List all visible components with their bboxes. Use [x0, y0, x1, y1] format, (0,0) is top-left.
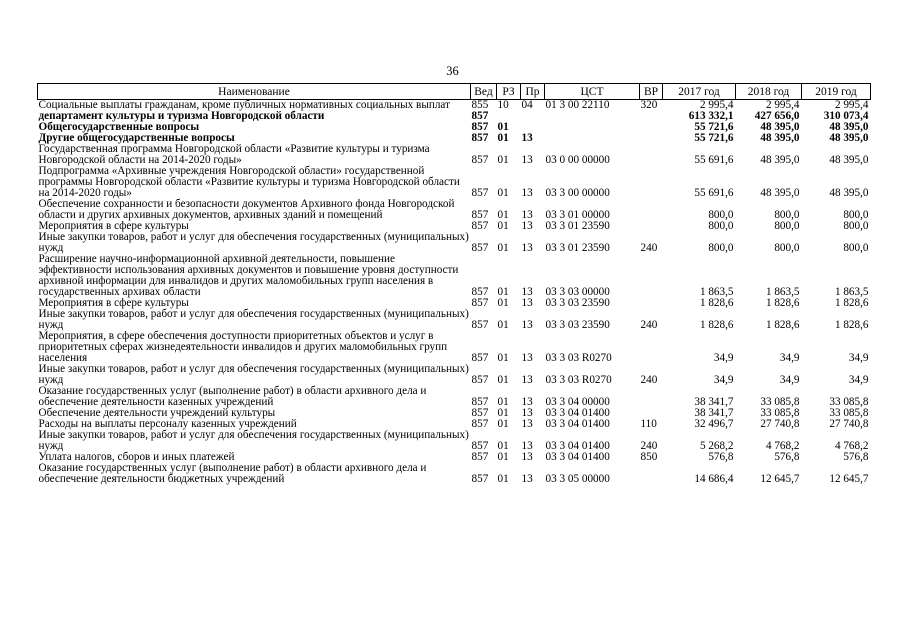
cell-cst: 03 3 04 00000 [545, 396, 610, 408]
cell-ved: 857 [471, 440, 489, 452]
cell-vr [640, 144, 663, 166]
cell-ved: 857 [471, 286, 489, 298]
cell-2019: 48 395,0 [829, 121, 869, 133]
cell-2018: 48 395,0 [760, 121, 800, 133]
cell-name: Социальные выплаты гражданам, кроме публичных нормативных социальных выплат [38, 99, 450, 111]
cell-name: Обеспечение деятельности учреждений культуры [38, 407, 276, 419]
table-row [38, 430, 871, 452]
budget-table [37, 83, 871, 485]
cell-2019: 800,0 [843, 220, 869, 232]
cell-cst [545, 133, 640, 144]
cell-pr: 13 [521, 297, 533, 309]
cell-name: Другие общегосударственные вопросы [38, 132, 235, 144]
cell-2017: 55 721,6 [694, 132, 734, 144]
cell-vr [640, 254, 663, 298]
cell-vr: 110 [640, 418, 657, 430]
cell-pr: 13 [521, 407, 533, 419]
cell-pr: 13 [521, 374, 533, 386]
cell-2018: 1 828,6 [765, 297, 800, 309]
cell-ved: 857 [471, 187, 489, 199]
cell-cst: 03 3 01 23590 [545, 220, 610, 232]
cell-name: Уплата налогов, сборов и иных платежей [38, 451, 235, 463]
cell-name: Мероприятия в сфере культуры [38, 297, 189, 309]
cell-ved: 857 [471, 132, 489, 144]
cell-2018: 34,9 [779, 374, 800, 386]
cell-2017: 576,8 [708, 451, 734, 463]
cell-rz: 01 [497, 220, 509, 232]
cell-vr [640, 331, 663, 364]
cell-pr: 13 [521, 440, 533, 452]
cell-vr: 240 [640, 319, 658, 331]
cell-cst: 03 3 04 01400 [545, 440, 610, 452]
cell-name: Мероприятия, в сфере обеспечения доступности приоритетных объектов и услуг в приоритетных сферах жизнедеятельности инвалидов и других маломобильных групп населения [38, 330, 448, 364]
cell-2017: 55 691,6 [694, 154, 734, 166]
table-body [38, 100, 871, 486]
cell-rz: 01 [497, 297, 509, 309]
cell-ved: 857 [471, 242, 489, 254]
cell-2017: 38 341,7 [694, 407, 734, 419]
cell-2018: 576,8 [774, 451, 800, 463]
cell-rz: 10 [497, 99, 509, 111]
cell-2019: 800,0 [843, 209, 869, 221]
cell-2018: 12 645,7 [760, 473, 800, 485]
cell-cst: 03 3 01 00000 [545, 209, 610, 221]
cell-pr [521, 111, 545, 122]
cell-rz: 01 [497, 121, 509, 133]
cell-name: Мероприятия в сфере культуры [38, 220, 189, 232]
cell-2017: 2 995,4 [699, 99, 734, 111]
cell-2017: 34,9 [713, 374, 734, 386]
cell-2019: 12 645,7 [829, 473, 869, 485]
cell-2018: 1 828,6 [765, 319, 800, 331]
cell-cst: 03 0 00 00000 [545, 154, 610, 166]
cell-pr: 04 [521, 99, 533, 111]
cell-vr [640, 386, 663, 408]
cell-2019: 48 395,0 [829, 154, 869, 166]
cell-cst: 03 3 03 R0270 [545, 374, 612, 386]
cell-2017: 34,9 [713, 352, 734, 364]
table-row [38, 166, 871, 199]
cell-2017: 1 828,6 [699, 319, 734, 331]
cell-pr: 13 [521, 396, 533, 408]
cell-2018: 48 395,0 [760, 132, 800, 144]
cell-vr: 240 [640, 440, 658, 452]
cell-vr [640, 221, 663, 232]
cell-2018: 27 740,8 [760, 418, 800, 430]
cell-vr [640, 133, 663, 144]
cell-2017: 800,0 [708, 242, 734, 254]
cell-2018: 33 085,8 [760, 396, 800, 408]
cell-rz: 01 [497, 407, 509, 419]
cell-name: Общегосударственные вопросы [38, 121, 200, 133]
cell-name: Расширение научно-информационной архивной деятельности, повышение эффективности использования архивных документов и повышение уровня доступности архивной информации для инвалидов и других маломобильных групп населения в государственных архивах области [38, 253, 459, 298]
cell-vr [640, 463, 663, 485]
header-pr: Пр [521, 84, 545, 100]
cell-vr: 850 [640, 451, 658, 463]
cell-2019: 34,9 [848, 374, 869, 386]
cell-vr [640, 298, 663, 309]
cell-name: Обеспечение сохранности и безопасности документов Архивного фонда Новгородской области и других архивных документов, архивных зданий и помещений [38, 198, 455, 221]
cell-2017: 800,0 [708, 209, 734, 221]
cell-name: Иные закупки товаров, работ и услуг для обеспечения государственных (муниципальных) нужд [38, 429, 469, 452]
cell-vr: 240 [640, 374, 658, 386]
cell-cst: 03 3 04 01400 [545, 418, 610, 430]
cell-2017: 800,0 [708, 220, 734, 232]
cell-vr: 320 [640, 99, 658, 111]
cell-2018: 427 656,0 [754, 110, 800, 122]
cell-2017: 613 332,1 [688, 110, 734, 122]
cell-2018: 1 863,5 [765, 286, 800, 298]
cell-pr: 13 [521, 418, 533, 430]
cell-rz: 01 [497, 286, 509, 298]
cell-2019: 33 085,8 [829, 396, 869, 408]
cell-ved: 855 [471, 99, 489, 111]
cell-2018: 2 995,4 [765, 99, 800, 111]
cell-name: департамент культуры и туризма Новгородской области [38, 110, 325, 122]
cell-2019: 1 863,5 [834, 286, 869, 298]
cell-pr: 13 [521, 473, 533, 485]
cell-cst: 03 3 04 01400 [545, 407, 610, 419]
header-vr: ВР [640, 84, 663, 100]
header-cst: ЦСТ [545, 84, 640, 100]
cell-2017: 38 341,7 [694, 396, 734, 408]
cell-pr: 13 [521, 154, 533, 166]
cell-rz: 01 [497, 187, 509, 199]
cell-vr [640, 111, 663, 122]
cell-pr: 13 [521, 132, 533, 144]
header-ved: Вед [471, 84, 497, 100]
cell-name: Иные закупки товаров, работ и услуг для обеспечения государственных (муниципальных) нужд [38, 363, 469, 386]
cell-vr [640, 199, 663, 221]
cell-2017: 55 691,6 [694, 187, 734, 199]
cell-2019: 800,0 [843, 242, 869, 254]
cell-2018: 800,0 [774, 242, 800, 254]
cell-name: Подпрограмма «Архивные учреждения Новгородской области» государственной программы Новгородской области «Развитие культуры и туризма Новгородской области на 2014-2020 годы» [38, 165, 460, 199]
cell-name: Расходы на выплаты персоналу казенных учреждений [38, 418, 297, 430]
cell-rz: 01 [497, 154, 509, 166]
cell-2017: 1 863,5 [699, 286, 734, 298]
cell-cst: 03 3 03 23590 [545, 297, 610, 309]
table-row [38, 309, 871, 331]
cell-ved: 857 [471, 220, 489, 232]
cell-2018: 34,9 [779, 352, 800, 364]
cell-cst: 03 3 03 R0270 [545, 352, 612, 364]
cell-2017: 55 721,6 [694, 121, 734, 133]
cell-rz: 01 [497, 132, 509, 144]
cell-pr: 13 [521, 187, 533, 199]
cell-cst: 01 3 00 22110 [545, 99, 610, 111]
cell-2019: 48 395,0 [829, 132, 869, 144]
cell-cst: 03 3 04 01400 [545, 451, 610, 463]
cell-2018: 48 395,0 [760, 187, 800, 199]
cell-pr: 13 [521, 242, 533, 254]
cell-rz: 01 [497, 440, 509, 452]
cell-rz: 01 [497, 473, 509, 485]
cell-rz: 01 [497, 352, 509, 364]
cell-ved: 857 [471, 319, 489, 331]
table-header-row [38, 84, 871, 100]
cell-name: Оказание государственных услуг (выполнение работ) в области архивного дела и обеспечение деятельности бюджетных учреждений [38, 462, 427, 485]
cell-ved: 857 [471, 407, 489, 419]
cell-ved: 857 [471, 209, 489, 221]
cell-2017: 5 268,2 [699, 440, 734, 452]
cell-ved: 857 [471, 451, 489, 463]
header-rz: РЗ [497, 84, 521, 100]
header-name: Наименование [38, 84, 471, 100]
cell-ved: 857 [471, 352, 489, 364]
cell-name: Оказание государственных услуг (выполнение работ) в области архивного дела и обеспечение деятельности казенных учреждений [38, 385, 427, 408]
table-row [38, 144, 871, 166]
cell-2018: 4 768,2 [765, 440, 800, 452]
cell-pr: 13 [521, 451, 533, 463]
header-2018: 2018 год [736, 84, 802, 100]
cell-2017: 14 686,4 [694, 473, 734, 485]
cell-ved: 857 [471, 154, 489, 166]
cell-2019: 33 085,8 [829, 407, 869, 419]
cell-cst: 03 3 05 00000 [545, 473, 610, 485]
cell-pr: 13 [521, 319, 533, 331]
cell-2019: 2 995,4 [834, 99, 869, 111]
cell-rz: 01 [497, 451, 509, 463]
cell-2018: 800,0 [774, 209, 800, 221]
table-row [38, 463, 871, 485]
cell-2017: 1 828,6 [699, 297, 734, 309]
table-row [38, 199, 871, 221]
cell-vr: 240 [640, 242, 658, 254]
header-2017: 2017 год [663, 84, 736, 100]
cell-ved: 857 [471, 396, 489, 408]
cell-2017: 32 496,7 [694, 418, 734, 430]
cell-ved: 857 [471, 473, 489, 485]
cell-pr: 13 [521, 220, 533, 232]
cell-cst: 03 3 01 23590 [545, 242, 610, 254]
header-2019: 2019 год [802, 84, 871, 100]
cell-rz: 01 [497, 374, 509, 386]
cell-name: Иные закупки товаров, работ и услуг для обеспечения государственных (муниципальных) нужд [38, 308, 469, 331]
cell-cst [545, 111, 640, 122]
cell-2018: 800,0 [774, 220, 800, 232]
cell-vr [640, 166, 663, 199]
cell-2019: 34,9 [848, 352, 869, 364]
table-row [38, 331, 871, 364]
page-number: 36 [446, 64, 459, 78]
cell-2019: 1 828,6 [834, 297, 869, 309]
cell-2019: 4 768,2 [834, 440, 869, 452]
cell-vr [640, 122, 663, 133]
cell-rz: 01 [497, 242, 509, 254]
cell-ved: 857 [471, 297, 489, 309]
cell-cst: 03 3 00 00000 [545, 187, 610, 199]
table-row [38, 232, 871, 254]
cell-2018: 48 395,0 [760, 154, 800, 166]
cell-2018: 33 085,8 [760, 407, 800, 419]
cell-name: Государственная программа Новгородской области «Развитие культуры и туризма Новгородской области на 2014-2020 годы» [38, 143, 430, 166]
cell-cst: 03 3 03 23590 [545, 319, 610, 331]
cell-2019: 576,8 [843, 451, 869, 463]
cell-ved: 857 [471, 418, 489, 430]
cell-pr: 13 [521, 352, 533, 364]
cell-ved: 857 [471, 374, 489, 386]
cell-pr: 13 [521, 286, 533, 298]
cell-ved: 857 [471, 110, 489, 122]
table-row [38, 254, 871, 298]
cell-rz: 01 [497, 418, 509, 430]
cell-ved: 857 [471, 121, 489, 133]
table-row [38, 364, 871, 386]
cell-2019: 27 740,8 [829, 418, 869, 430]
cell-rz: 01 [497, 209, 509, 221]
cell-name: Иные закупки товаров, работ и услуг для обеспечения государственных (муниципальных) нужд [38, 231, 469, 254]
cell-rz: 01 [497, 319, 509, 331]
cell-cst [545, 122, 640, 133]
cell-2019: 48 395,0 [829, 187, 869, 199]
cell-rz: 01 [497, 396, 509, 408]
table-row [38, 386, 871, 408]
cell-2019: 1 828,6 [834, 319, 869, 331]
cell-pr: 13 [521, 209, 533, 221]
cell-cst: 03 3 03 00000 [545, 286, 610, 298]
cell-2019: 310 073,4 [823, 110, 869, 122]
